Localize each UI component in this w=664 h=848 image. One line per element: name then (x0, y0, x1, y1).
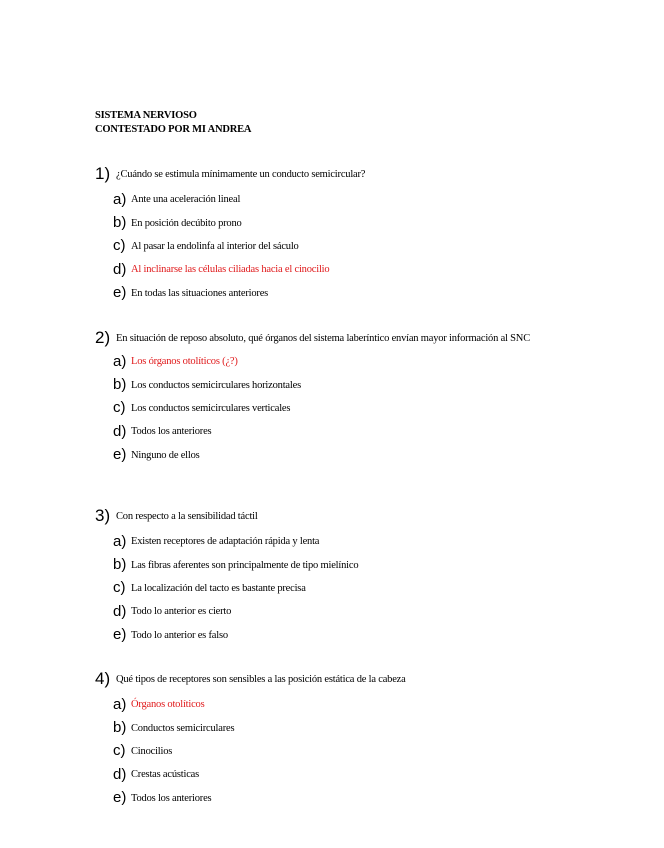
option-text: Existen receptores de adaptación rápida y lenta (131, 536, 320, 548)
option-text: Todos los anteriores (131, 426, 212, 438)
option-text: La localización del tacto es bastante precisa (131, 582, 306, 594)
option-list (95, 530, 565, 647)
option-item (113, 600, 565, 623)
option-text: En posición decúbito prono (131, 217, 242, 229)
option-item (113, 420, 565, 443)
option-text: Todo lo anterior es cierto (131, 606, 232, 618)
option-item (113, 373, 565, 396)
option-letter: e) (113, 626, 127, 644)
question-text: Con respecto a la sensibilidad táctil (116, 511, 258, 522)
option-item (113, 188, 565, 211)
option-text: Las fibras aferentes son principalmente de tipo mielínico (131, 559, 359, 571)
option-text-answer: Al inclinarse las células ciliadas hacia el cinocilio (131, 264, 330, 276)
document-subtitle: CONTESTADO POR MI ANDREA (95, 124, 252, 135)
option-text: Todo lo anterior es falso (131, 629, 228, 641)
option-item (113, 740, 565, 763)
option-item (113, 787, 565, 810)
option-item (113, 577, 565, 600)
option-text: Al pasar la endolinfa al interior del sáculo (131, 240, 299, 252)
option-item-answer (113, 258, 565, 281)
option-letter: a) (113, 695, 127, 713)
option-list (95, 188, 565, 305)
option-letter: b) (113, 376, 127, 394)
option-item (113, 716, 565, 739)
option-letter: e) (113, 284, 127, 302)
option-letter: a) (113, 352, 127, 370)
option-letter: c) (113, 742, 126, 760)
option-item-answer (113, 350, 565, 373)
option-item (113, 211, 565, 234)
question-text: Qué tipos de receptores son sensibles a las posición estática de la cabeza (116, 674, 406, 685)
option-text: Crestas acústicas (131, 769, 200, 781)
question-number: 3) (95, 506, 111, 525)
question-number: 1) (95, 164, 111, 183)
option-letter: e) (113, 789, 127, 807)
option-list (95, 693, 565, 810)
option-text-answer: Los órganos otolíticos (¿?) (131, 356, 238, 368)
question-2 (95, 330, 565, 467)
question-text: ¿Cuándo se estimula mínimamente un conducto semicircular? (116, 169, 366, 180)
option-text: Todos los anteriores (131, 792, 212, 804)
document-title: SISTEMA NERVIOSO (95, 110, 197, 121)
option-text-answer: Órganos otolíticos (131, 699, 205, 711)
option-list (95, 350, 565, 467)
question-text: En situación de reposo absoluto, qué órganos del sistema laberíntico envían mayor información al SNC (116, 333, 530, 344)
question-1 (95, 166, 565, 305)
option-text: Ninguno de ellos (131, 449, 200, 461)
option-letter: a) (113, 190, 127, 208)
option-item (113, 530, 565, 553)
option-item (113, 282, 565, 305)
option-text: Conductos semicirculares (131, 722, 235, 734)
question-3 (95, 508, 565, 647)
option-letter: e) (113, 446, 127, 464)
option-item (113, 444, 565, 467)
option-letter: d) (113, 602, 127, 620)
option-letter: c) (113, 399, 126, 417)
question-number: 4) (95, 669, 111, 688)
question-4 (95, 671, 565, 810)
option-text: Los conductos semicirculares horizontales (131, 379, 301, 391)
option-letter: d) (113, 765, 127, 783)
option-letter: b) (113, 556, 127, 574)
question-number: 2) (95, 328, 111, 347)
option-letter: b) (113, 719, 127, 737)
option-text: En todas las situaciones anteriores (131, 287, 269, 299)
option-letter: c) (113, 579, 126, 597)
option-text: Ante una aceleración lineal (131, 194, 241, 206)
option-letter: d) (113, 260, 127, 278)
option-text: Los conductos semicirculares verticales (131, 402, 291, 414)
option-letter: d) (113, 422, 127, 440)
document-header (95, 109, 251, 137)
option-letter: b) (113, 214, 127, 232)
option-item (113, 763, 565, 786)
option-item (113, 553, 565, 576)
option-letter: a) (113, 532, 127, 550)
option-letter: c) (113, 237, 126, 255)
option-item (113, 397, 565, 420)
option-text: Cinocilios (131, 745, 173, 757)
option-item-answer (113, 693, 565, 716)
option-item (113, 624, 565, 647)
option-item (113, 235, 565, 258)
